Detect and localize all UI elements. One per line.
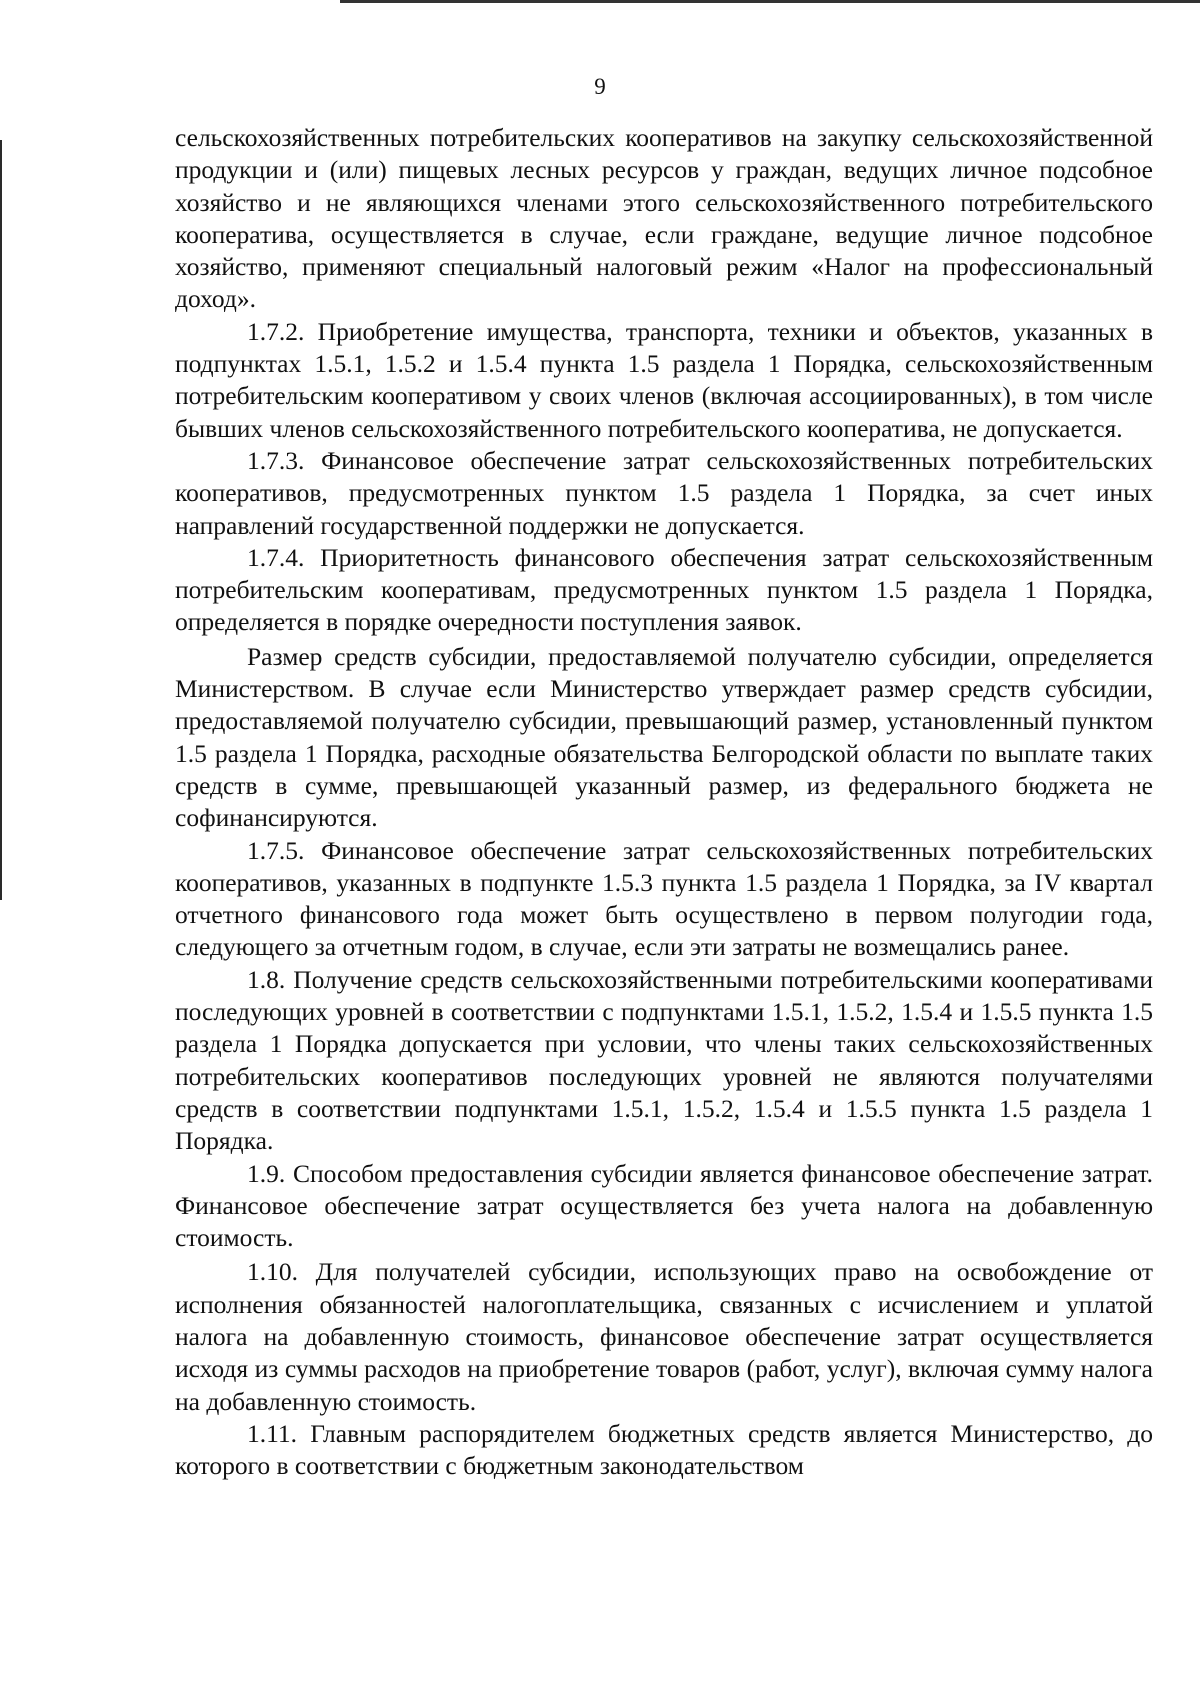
paragraph-1-7-4: 1.7.4. Приоритетность финансового обеспечения затрат сельскохозяйственным потребительским кооперативам, предусмотренных пунктом 1.5 раздела 1 Порядка, определяется в порядке очередности поступления заявок. (175, 542, 1153, 637)
paragraph-continuation: сельскохозяйственных потребительских кооперативов на закупку сельскохозяйственной продукции и (или) пищевых лесных ресурсов у граждан, ведущих личное подсобное хозяйство и не являющихся членами этого сельскохозяйственного потребительского кооператива, осуществляется в случае, если граждане, ведущие личное подсобное хозяйство, применяют специальный налоговый режим «Налог на профессиональный доход». (175, 123, 1153, 314)
paragraph-1-7-3: 1.7.3. Финансовое обеспечение затрат сельскохозяйственных потребительских кооперативов, предусмотренных пунктом 1.5 раздела 1 Порядка, за счет иных направлений государственной поддержки не допускается. (175, 445, 1153, 540)
scan-top-border (340, 0, 1200, 3)
document-body (175, 122, 1153, 1482)
paragraph-1-7-2: 1.7.2. Приобретение имущества, транспорта, техники и объектов, указанных в подпунктах 1.5.1, 1.5.2 и 1.5.4 пункта 1.5 раздела 1 Порядка, сельскохозяйственным потребительским кооперативом у своих членов (включая ассоциированных), в том числе бывших членов сельскохозяйственного потребительского кооператива, не допускается. (175, 316, 1153, 443)
paragraph-1-11: 1.11. Главным распорядителем бюджетных средств является Министерство, до которого в соответствии с бюджетным законодательством (175, 1418, 1153, 1481)
paragraph-1-10: 1.10. Для получателей субсидии, использующих право на освобождение от исполнения обязанностей налогоплательщика, связанных с исчислением и уплатой налога на добавленную стоимость, финансовое обеспечение затрат осуществляется исходя из суммы расходов на приобретение товаров (работ, услуг), включая сумму налога на добавленную стоимость. (175, 1257, 1153, 1416)
scan-left-edge (0, 140, 2, 900)
paragraph-1-8: 1.8. Получение средств сельскохозяйственными потребительскими кооперативами последующих уровней в соответствии с подпунктами 1.5.1, 1.5.2, 1.5.4 и 1.5.5 пункта 1.5 раздела 1 Порядка допускается при условии, что члены таких сельскохозяйственных потребительских кооперативов последующих уровней не являются получателями средств в соответствии подпунктами 1.5.1, 1.5.2, 1.5.4 и 1.5.5 пункта 1.5 раздела 1 Порядка. (175, 964, 1153, 1156)
paragraph-1-7-5: 1.7.5. Финансовое обеспечение затрат сельскохозяйственных потребительских кооперативов, указанных в подпункте 1.5.3 пункта 1.5 раздела 1 Порядка, за IV квартал отчетного финансового года может быть осуществлено в первом полугодии года, следующего за отчетным годом, в случае, если эти затраты не возмещались ранее. (175, 835, 1153, 962)
page-number: 9 (594, 74, 606, 99)
paragraph-1-9: 1.9. Способом предоставления субсидии является финансовое обеспечение затрат. Финансовое обеспечение затрат осуществляется без учета налога на добавленную стоимость. (175, 1158, 1153, 1253)
paragraph-subsidy-size: Размер средств субсидии, предоставляемой получателю субсидии, определяется Министерством. В случае если Министерство утверждает размер средств субсидии, предоставляемой получателю субсидии, превышающий размер, установленный пунктом 1.5 раздела 1 Порядка, расходные обязательства Белгородской области по выплате таких средств в сумме, превышающей указанный размер, из федерального бюджета не софинансируются. (175, 641, 1153, 833)
